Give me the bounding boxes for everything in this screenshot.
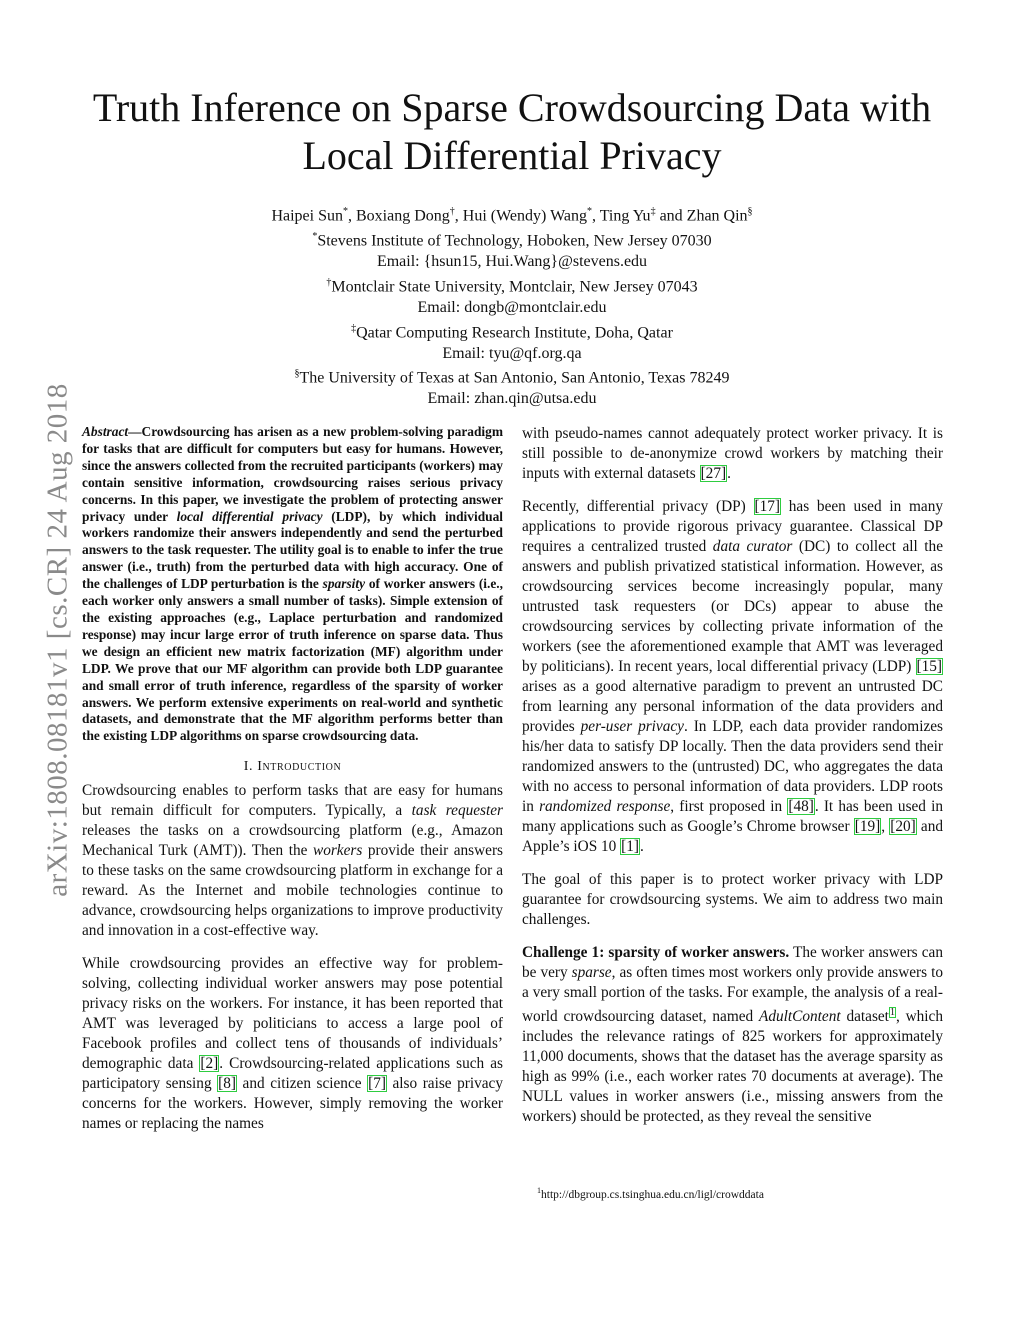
author-mark: ‡ [650, 206, 656, 217]
citation-link[interactable]: [8] [218, 1075, 236, 1093]
text-run: also raise privacy concerns for the workers. However, simply removing the worker names or replacing the names [82, 1075, 503, 1133]
citation-link[interactable]: [27] [700, 465, 727, 482]
body-paragraph [522, 870, 943, 930]
left-body-text [82, 781, 503, 1134]
author-mark: † [449, 206, 455, 217]
emphasis-text: sparse [571, 964, 612, 981]
paper-title: Truth Inference on Sparse Crowdsourcing Data with Local Differential Privacy [92, 85, 932, 178]
section-title: Introduction [257, 759, 342, 775]
text-run: (LDP), by which individual workers randomize their answers independently and send the perturbed answers to the task requester. The utility goal is to enable to infer the true answer (i.e., truth) from the perturbed data with high accuracy. One of the challenges of LDP perturbation is the [82, 508, 504, 592]
right-body-text [522, 424, 943, 1127]
text-run: arises as a good alternative paradigm to prevent an untrusted DC from learning any personal information of the data providers and provides [522, 678, 943, 735]
text-run: While crowdsourcing provides an effective way for problem-solving, collecting individual worker answers may pose potential privacy risks on the workers. For instance, it has been reported that AMT was leveraged by politicians to access a large pool of Facebook profiles and collect tens of thousands of individuals’ demographic data [82, 955, 503, 1073]
body-paragraph [522, 424, 943, 484]
text-run: , first proposed in [670, 798, 788, 815]
citation-link[interactable]: [7] [368, 1075, 386, 1093]
citation-link[interactable]: [17] [754, 498, 781, 515]
emphasis-text: randomized response [539, 798, 671, 815]
affiliation [0, 364, 1024, 389]
body-paragraph [522, 943, 943, 1127]
emphasis-text: local differential privacy [176, 508, 323, 524]
emphasis-text: sparsity [322, 576, 366, 592]
right-column [522, 424, 943, 1140]
text-run: . [727, 465, 731, 482]
body-paragraph [82, 954, 503, 1134]
emphasis-text: AdultContent [759, 1008, 841, 1026]
author-name: and Zhan Qin [655, 207, 748, 225]
footnote-url: http://dbgroup.cs.tsinghua.edu.cn/ligl/crowddata [541, 1188, 764, 1201]
text-run: , which includes the relevance ratings of 825 workers for approximately 11,000 documents, shows that the dataset has the average sparsity as high as 99% (i.e., each worker rates 70 documents at average). The NULL values in worker answers (i.e., missing answers from the workers) should be protected, as they reveal the sensitive [522, 1008, 943, 1126]
author-name: , Ting Yu [592, 207, 651, 225]
affiliation [0, 273, 1024, 298]
affiliation-list [0, 227, 1024, 410]
text-run: releases the tasks on a crowdsourcing platform (e.g., Amazon Mechanical Turk (AMT)). Then the [82, 822, 503, 860]
emphasis-text: per-user privacy [580, 718, 684, 735]
text-run: and citizen science [237, 1075, 368, 1093]
author-email: Email: zhan.qin@utsa.edu [427, 390, 597, 408]
abstract: Abstract—Crowdsourcing has arisen as a new problem-solving paradigm for tasks that are difficult for computers but easy for humans. However, since the answers collected from the recruited participants (workers) may contain sensitive information, crowdsourcing raises serious privacy concerns. In this paper, we investigate the problem of protecting answer privacy under local differential privacy (LDP), by which individual workers randomize their answers independently and send the perturbed answers to the task requester. The utility goal is to enable to infer the true answer (i.e., truth) from the perturbed data with high accuracy. One of the challenges of LDP perturbation is the sparsity of worker answers (i.e., each worker only answers a small number of tasks). Simple extension of the existing approaches (e.g., Laplace perturbation and randomized response) may incur large error of truth inference on sparse data. Thus we design an efficient new matrix factorization (MF) algorithm under LDP. We prove that our MF algorithm can provide both LDP guarantee and small error of truth inference, regardless of the sparsity of worker answers. We perform extensive experiments on real-world and synthetic datasets, and demonstrate that the MF algorithm performs better than the existing LDP algorithms on sparse crowdsourcing data. [82, 424, 504, 744]
citation-link[interactable]: [19] [854, 818, 881, 835]
text-run: and Apple’s iOS 10 [522, 818, 943, 855]
text-run: , as often times most workers only provide answers to a very small portion of the tasks. For example, the analysis of a real-world crowdsourcing dataset, named [522, 964, 943, 1026]
author-email: Email: tyu@qf.org.qa [442, 344, 582, 362]
author-mark: * [343, 206, 348, 217]
body-paragraph [522, 497, 943, 857]
citation-link[interactable]: [2] [200, 1055, 219, 1073]
affiliation-mark: * [312, 231, 318, 243]
text-run: . It has been used in many applications such as Google’s Chrome browser [522, 798, 944, 835]
affiliation-name: Qatar Computing Research Institute, Doha, Qatar [356, 323, 673, 341]
text-run: , [881, 818, 890, 835]
citation-link[interactable]: [48] [788, 798, 814, 815]
left-column [82, 424, 503, 1147]
text-run: Crowdsourcing enables to perform tasks that are easy for humans but remain difficult for computers. Typically, a [82, 782, 503, 820]
arxiv-identifier: arXiv:1808.08181v1 [cs.CR] 24 Aug 2018 [41, 383, 74, 897]
affiliation [0, 319, 1024, 344]
emphasis-text: workers [313, 842, 363, 860]
affiliation-name: Stevens Institute of Technology, Hoboken, New Jersey 07030 [317, 232, 712, 250]
text-run: with pseudo-names cannot adequately protect worker privacy. It is still possible to de-anonymize crowd workers by matching their inputs with external datasets [522, 425, 943, 482]
text-run: dataset [840, 1008, 889, 1026]
text-run: of worker answers (i.e., each worker only answers a small number of tasks). Simple extension of the existing approaches (e.g., Laplace perturbation and randomized response) may incur large error of truth inference on sparse data. Thus we design an efficient new matrix factorization (MF) algorithm under LDP. We prove that our MF algorithm can provide both LDP guarantee and small error of truth inference, regardless of the sparsity of worker answers. We perform extensive experiments on real-world and synthetic datasets, and demonstrate that the MF algorithm performs better than the existing LDP algorithms on sparse crowdsourcing data. [82, 576, 503, 744]
abstract-text [82, 424, 503, 743]
text-run: . In LDP, each data provider randomizes his/her data to satisfy DP locally. Then the data providers send their randomized answers to the (untrusted) DC, who aggregates the data with no access to personal information of data providers. LDP roots in [522, 718, 943, 815]
section-number: I. [243, 759, 258, 775]
text-run: Recently, differential privacy (DP) [522, 498, 754, 515]
text-run: The worker answers can be very [522, 944, 943, 981]
abstract-label: Abstract [82, 424, 129, 439]
text-run: provide their answers to these tasks on the same crowdsourcing platform in exchange for a reward. As the Internet and mobile technologies continue to advance, crowdsourcing helps organizations to improve productivity and innovation in a cost-effective way. [82, 842, 504, 940]
body-paragraph [82, 781, 503, 941]
affiliation [0, 227, 1024, 252]
author-block [0, 202, 1024, 410]
text-run: . Crowdsourcing-related applications such as participatory sensing [82, 1055, 503, 1093]
author-mark: § [747, 206, 753, 217]
author-list [0, 202, 1024, 227]
text-run: has been used in many applications to provide rigorous privacy guarantee. Classical DP requires a centralized trusted [522, 498, 943, 555]
footnote-mark: 1 [537, 1186, 541, 1195]
challenge-heading: Challenge 1: sparsity of worker answers. [522, 944, 790, 961]
author-name: Haipei Sun [271, 207, 343, 225]
affiliation-mark: § [294, 368, 300, 380]
text-run: The goal of this paper is to protect worker privacy with LDP guarantee for crowdsourcing systems. We aim to address two main challenges. [522, 871, 943, 928]
text-run: . [640, 838, 644, 855]
emphasis-text: data curator [712, 538, 793, 555]
author-name: , Boxiang Dong [348, 207, 450, 225]
citation-link[interactable]: [20] [890, 818, 916, 835]
author-email: Email: {hsun15, Hui.Wang}@stevens.edu [376, 253, 648, 271]
author-email: Email: dongb@montclair.edu [417, 298, 607, 316]
affiliation-mark: † [326, 276, 332, 288]
section-heading [82, 757, 503, 777]
footnote-ref[interactable]: 1 [889, 1007, 895, 1018]
affiliation-name: Montclair State University, Montclair, New Jersey 07043 [331, 278, 698, 296]
affiliation-mark: ‡ [351, 322, 357, 334]
author-name: , Hui (Wendy) Wang [454, 207, 587, 225]
footnote [537, 1186, 764, 1201]
text-run: (DC) to collect all the answers and publish privatized statistical information. However, as crowdsourcing services become increasingly popular, many untrusted task requesters (or DCs) appear to abuse the crowdsourcing services by collecting private information of the workers (see the aforementioned example that AMT was leveraged by politicians). In recent years, local differential privacy (LDP) [522, 538, 943, 675]
citation-link[interactable]: [1] [621, 838, 640, 855]
affiliation-name: The University of Texas at San Antonio, San Antonio, Texas 78249 [299, 369, 730, 387]
citation-link[interactable]: [15] [916, 658, 942, 675]
emphasis-text: task requester [411, 802, 504, 820]
author-mark: * [587, 206, 592, 217]
text-run: Crowdsourcing has arisen as a new problem-solving paradigm for tasks that are difficult for computers but easy for humans. However, since the answers collected from the recruited participants (workers) may contain sensitive information, crowdsourcing raises serious privacy concerns. In this paper, we investigate the problem of protecting answer privacy under [82, 424, 503, 524]
